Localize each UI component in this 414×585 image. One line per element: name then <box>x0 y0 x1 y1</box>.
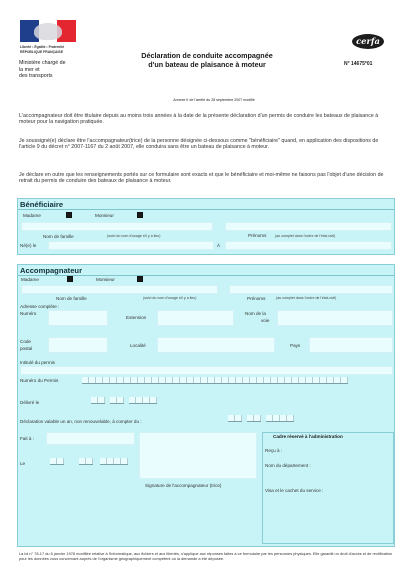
signature-label: Signature de l'accompagnateur (trice) <box>145 483 222 488</box>
fait-a-field[interactable] <box>46 432 135 445</box>
departement-label: Nom du département : <box>265 463 311 468</box>
acc-monsieur-label: Monsieur <box>96 277 115 282</box>
numero-permis-cells[interactable] <box>82 377 348 384</box>
validite-jour-cells[interactable] <box>228 415 242 422</box>
nom-voie-field[interactable] <box>277 310 393 326</box>
signature-area[interactable] <box>139 432 257 479</box>
date-naissance-field[interactable] <box>48 241 214 250</box>
ministry-name: Ministère chargé de la mer et des transports <box>19 60 66 80</box>
acc-madame-checkbox[interactable] <box>67 276 73 282</box>
adresse-label: Adresse complète : <box>20 304 60 309</box>
acc-prenoms-hint: (au complet dans l'ordre de l'état-civil) <box>276 296 337 300</box>
delivre-mois-cells[interactable] <box>110 397 124 404</box>
intro-paragraph-1: L'accompagnateur doit être titulaire depuis au moins trois années à la date de la présente déclaration d'un permis de conduire les bateaux de plaisance à moteur pour la navigation pratiquée. <box>19 113 379 126</box>
nom-label: Nom de famille <box>43 234 74 239</box>
prenoms-hint: (au complet dans l'ordre de l'état-civil) <box>275 234 336 238</box>
acc-nom-label: Nom de famille <box>56 296 87 301</box>
nom-voie-label-2: voie <box>261 318 270 323</box>
legal-footer: La loi n° 78-17 du 6 janvier 1978 modifiée relative à l'informatique, aux fichiers et aux libertés, s'applique aux réponses faites à ce formulaire par les personnes physiques. Elle garantit un droit d'accès et de rectification pour les données vous concernant auprès de l'organisme géographiquement compétent où la demande a été déposée. <box>19 551 393 561</box>
localite-label: Localité <box>130 343 146 348</box>
code-postal-field[interactable] <box>48 337 108 353</box>
signature-annee-cells[interactable] <box>100 458 128 465</box>
acc-monsieur-checkbox[interactable] <box>137 276 143 282</box>
visa-label: Visa et le cachet du service : <box>265 488 324 493</box>
fait-a-label: Fait à : <box>20 436 35 441</box>
validite-mois-cells[interactable] <box>247 415 261 422</box>
nom-voie-label: Nom de la <box>245 311 266 316</box>
validite-label: Déclaration valable un an, non renouvelable, à compter du : <box>20 419 142 424</box>
lieu-naissance-field[interactable] <box>225 241 392 250</box>
beneficiaire-section <box>17 198 395 255</box>
republique-motto: Liberté • Égalité • Fraternité <box>20 45 65 49</box>
republique-label: RÉPUBLIQUE FRANÇAISE <box>20 50 63 54</box>
intitule-permis-label: Intitulé du permis <box>20 360 55 365</box>
beneficiaire-prenoms-field[interactable] <box>225 222 392 231</box>
extension-field[interactable] <box>157 310 234 326</box>
madame-label: Madame <box>23 213 41 218</box>
extension-label: Extension <box>126 315 147 320</box>
lieu-label: À <box>217 243 221 248</box>
localite-field[interactable] <box>157 337 275 353</box>
pays-field[interactable] <box>309 337 393 353</box>
acc-prenoms-label: Prénoms <box>247 296 266 301</box>
acc-madame-label: Madame <box>21 277 39 282</box>
ne-le-label: Né(e) le <box>20 243 37 248</box>
monsieur-label: Monsieur <box>95 213 114 218</box>
delivre-annee-cells[interactable] <box>129 397 157 404</box>
intitule-permis-field[interactable] <box>20 366 393 375</box>
numero-permis-label: Numéro du Permis <box>20 378 59 383</box>
acc-usage-hint: (suivi du nom d'usage s'il y a lieu) <box>143 296 197 300</box>
intro-paragraph-2: Je soussigné(e) déclare être l'accompagnateur(trice) de la personne désignée ci-dessous comme "bénéficiaire" quand, en application des dispositions de l'article 9 du décret n° 2007-1167 du 2 août 2007, elle conduira sans être un bateau de plaisance à moteur. <box>19 138 379 151</box>
signature-mois-cells[interactable] <box>79 458 93 465</box>
prenoms-label: Prénoms <box>248 233 267 238</box>
code-postal-label: Code <box>20 339 31 344</box>
acc-prenoms-field[interactable] <box>229 285 393 294</box>
intro-paragraph-3: Je déclare en outre que les renseignements portés sur ce formulaire sont exacts et que le bénéficiaire et moi-même ne faisons pas l'objet d'une décision de retrait du permis de conduire des bateaux de plaisance à moteur. <box>19 172 384 185</box>
delivre-le-label: Délivré le <box>20 400 40 405</box>
validite-annee-cells[interactable] <box>266 415 294 422</box>
numero-label: Numéro <box>20 311 37 316</box>
marianne-logo <box>20 20 76 42</box>
admin-title: Cadre réservé à l'administration <box>273 434 343 439</box>
annex-reference: Annexe II de l'arrêté du 28 septembre 2007 modifié <box>173 98 255 102</box>
recu-label: Reçu à : <box>265 448 283 453</box>
code-postal-label-2: postal <box>20 346 33 351</box>
beneficiaire-nom-field[interactable] <box>21 222 213 231</box>
administration-box <box>262 432 394 544</box>
madame-checkbox[interactable] <box>66 212 72 218</box>
accompagnateur-title: Accompagnateur <box>20 266 83 275</box>
signature-jour-cells[interactable] <box>50 458 64 465</box>
document-title: Déclaration de conduite accompagnée d'un bateau de plaisance à moteur <box>141 51 273 69</box>
form-number: N° 14675*01 <box>344 61 373 67</box>
monsieur-checkbox[interactable] <box>137 212 143 218</box>
numero-field[interactable] <box>48 310 108 326</box>
beneficiaire-title: Bénéficiaire <box>20 200 64 209</box>
date-signature-label: Le <box>20 461 26 466</box>
delivre-jour-cells[interactable] <box>91 397 105 404</box>
cerfa-logo: cerfa <box>352 34 384 49</box>
usage-hint: (suivi du nom d'usage s'il y a lieu) <box>107 234 161 238</box>
pays-label: Pays <box>290 343 301 348</box>
acc-nom-field[interactable] <box>21 285 218 294</box>
